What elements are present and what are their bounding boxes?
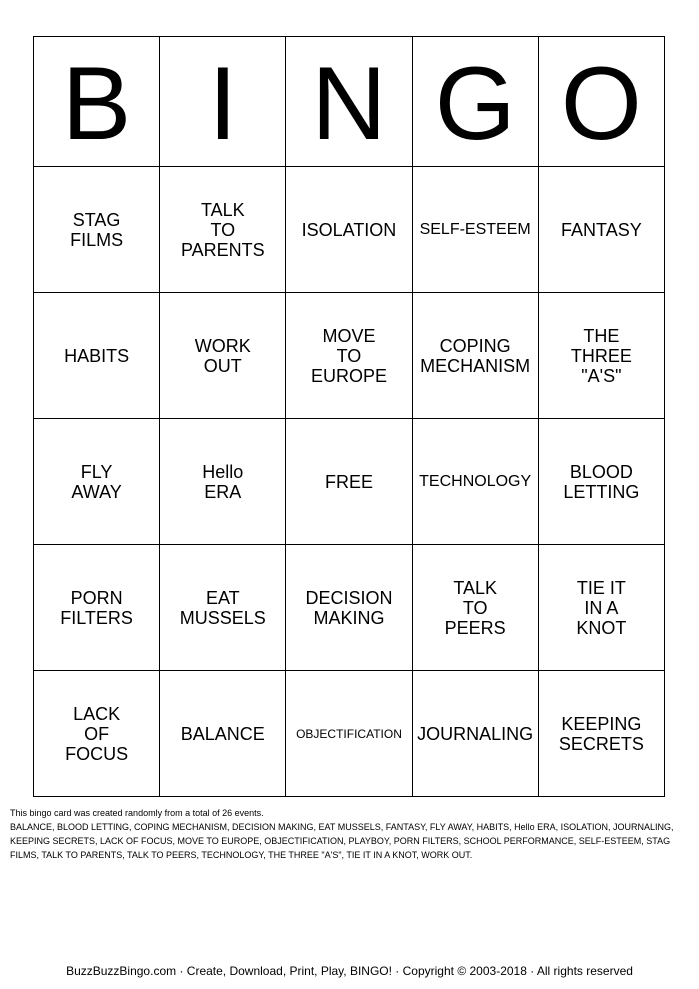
- bingo-cell: ISOLATION: [286, 167, 412, 293]
- bingo-cell: FLY AWAY: [34, 419, 160, 545]
- notes-summary: This bingo card was created randomly from a total of 26 events.: [10, 808, 264, 818]
- bingo-cell: STAG FILMS: [34, 167, 160, 293]
- bingo-cell: MOVE TO EUROPE: [286, 293, 412, 419]
- bingo-cell: SELF-ESTEEM: [412, 167, 538, 293]
- bingo-cell: TALK TO PEERS: [412, 545, 538, 671]
- bingo-cell: TECHNOLOGY: [412, 419, 538, 545]
- bingo-cell: PORN FILTERS: [34, 545, 160, 671]
- bingo-cell: FANTASY: [538, 167, 664, 293]
- bingo-cell: Hello ERA: [160, 419, 286, 545]
- bingo-cell-free: FREE: [286, 419, 412, 545]
- page-footer: BuzzBuzzBingo.com · Create, Download, Print, Play, BINGO! · Copyright © 2003-2018 · All rights reserved: [66, 964, 633, 978]
- notes-event-list: BALANCE, BLOOD LETTING, COPING MECHANISM, DECISION MAKING, EAT MUSSELS, FANTASY, FLY AWAY, HABITS, Hello ERA, ISOLATION, JOURNALING, KEEPING SECRETS, LACK OF FOCUS, MOVE TO EUROPE, OBJECTIFICATION, PLAYBOY, PORN FILTERS, SCHOOL PERFORMANCE, SELF-ESTEEM, STAG FILMS, TALK TO PARENTS, TALK TO PEERS, TECHNOLOGY, THE THREE "A'S", TIE IT IN A KNOT, WORK OUT.: [10, 822, 674, 860]
- bingo-cell: KEEPING SECRETS: [538, 671, 664, 797]
- bingo-card: [33, 36, 665, 797]
- bingo-cell: COPING MECHANISM: [412, 293, 538, 419]
- bingo-cell: DECISION MAKING: [286, 545, 412, 671]
- header-letter-n: N: [286, 37, 412, 167]
- bingo-cell: EAT MUSSELS: [160, 545, 286, 671]
- bingo-cell: BALANCE: [160, 671, 286, 797]
- header-letter-i: I: [160, 37, 286, 167]
- bingo-row: [34, 167, 665, 293]
- bingo-row: [34, 545, 665, 671]
- bingo-row: [34, 419, 665, 545]
- bingo-cell: WORK OUT: [160, 293, 286, 419]
- bingo-row: [34, 671, 665, 797]
- bingo-cell: TIE IT IN A KNOT: [538, 545, 664, 671]
- bingo-cell: OBJECTIFICATION: [286, 671, 412, 797]
- header-letter-o: O: [538, 37, 664, 167]
- bingo-row: [34, 293, 665, 419]
- bingo-cell: HABITS: [34, 293, 160, 419]
- bingo-cell: THE THREE "A'S": [538, 293, 664, 419]
- bingo-cell: TALK TO PARENTS: [160, 167, 286, 293]
- card-notes: [10, 806, 695, 862]
- bingo-cell: LACK OF FOCUS: [34, 671, 160, 797]
- header-letter-g: G: [412, 37, 538, 167]
- bingo-cell: JOURNALING: [412, 671, 538, 797]
- bingo-header-row: [34, 37, 665, 167]
- bingo-cell: BLOOD LETTING: [538, 419, 664, 545]
- header-letter-b: B: [34, 37, 160, 167]
